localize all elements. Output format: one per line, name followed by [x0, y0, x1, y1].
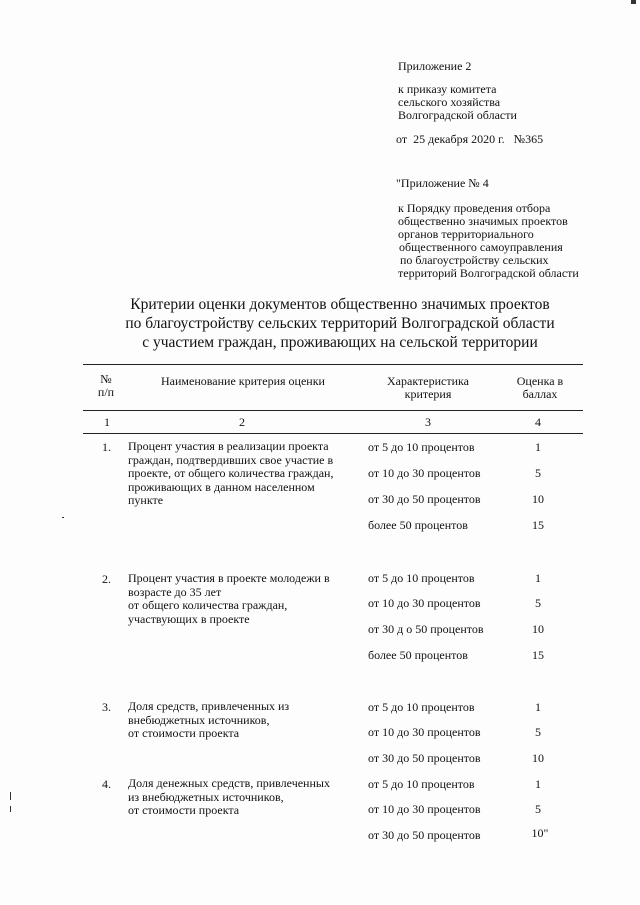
header-score-line: баллах	[522, 387, 558, 401]
range-cell: от 5 до 10 процентов	[368, 440, 475, 454]
col-number: 1	[104, 415, 110, 429]
score-cell: 10"	[531, 826, 549, 840]
header-characteristic	[368, 375, 488, 401]
inner-appendix-line: общественно значимых проектов	[398, 214, 568, 228]
criterion-line: граждан, подтвердивших свое участие в	[128, 452, 334, 467]
range-cell: более 50 процентов	[368, 648, 468, 662]
header-name: Наименование критерия оценки	[161, 374, 325, 388]
criterion-line: Доля средств, привлеченных из	[128, 699, 290, 713]
header-score	[505, 375, 575, 401]
scan-speck	[62, 517, 64, 518]
range-cell: от 30 до 50 процентов	[368, 751, 481, 765]
score-cell: 1	[535, 700, 541, 714]
row-criterion	[128, 572, 330, 626]
row-number: 2.	[102, 572, 111, 586]
appendix-date: от 25 декабря 2020 г. №365	[396, 132, 544, 146]
row-criterion	[128, 440, 333, 508]
title-line: Критерии оценки документов общественно значимых проектов	[130, 296, 550, 313]
range-cell: от 5 до 10 процентов	[368, 571, 475, 585]
score-cell: 15	[532, 518, 544, 532]
range-cell: от 10 до 30 процентов	[368, 596, 481, 610]
criterion-line: от стоимости проекта	[128, 803, 240, 817]
scan-speck	[10, 806, 11, 812]
row-criterion	[128, 777, 330, 818]
range-cell: от 10 до 30 процентов	[368, 802, 481, 816]
header-num-line: №	[100, 372, 112, 386]
header-char-line: Характеристика	[387, 374, 469, 388]
table-top-rule	[83, 364, 583, 365]
score-cell: 15	[532, 648, 544, 662]
score-cell: 10	[532, 622, 544, 636]
score-cell: 5	[535, 466, 541, 480]
title-line: с участием граждан, проживающих на сельской территории	[142, 334, 538, 351]
range-cell: от 10 до 30 процентов	[368, 466, 481, 480]
criterion-line: участвующих в проекте	[128, 611, 250, 626]
criterion-line: из внебюджетных источников,	[128, 789, 284, 804]
criterion-line: от общего количества граждан,	[128, 598, 288, 612]
row-number: 3.	[102, 700, 111, 714]
inner-appendix-line: к Порядку проведения отбора	[398, 201, 551, 215]
row-number: 1.	[102, 440, 111, 454]
inner-appendix-title: "Приложение № 4	[396, 176, 489, 190]
score-cell: 1	[535, 571, 541, 585]
title-line: по благоустройству сельских территорий Волгоградской области	[125, 315, 555, 332]
table-colnum-rule	[83, 433, 583, 434]
row-number: 4.	[102, 777, 111, 791]
table-header-rule	[83, 410, 583, 411]
row-criterion	[128, 700, 289, 741]
header-score-line: Оценка в	[516, 374, 564, 388]
appendix-order-line: Волгоградской области	[398, 108, 517, 122]
range-cell: более 50 процентов	[368, 518, 468, 532]
score-cell: 10	[532, 492, 544, 506]
criterion-line: возрасте до 35 лет	[128, 584, 222, 599]
score-cell: 5	[535, 802, 541, 816]
criterion-line: проекте, от общего количества граждан,	[128, 466, 334, 480]
header-num-line: п/п	[97, 385, 115, 399]
criterion-line: Процент участия в реализации проекта	[128, 439, 329, 453]
range-cell: от 5 до 10 процентов	[368, 700, 475, 714]
range-cell: от 10 до 30 процентов	[368, 725, 481, 739]
criterion-line: Процент участия в проекте молодежи в	[128, 571, 330, 585]
score-cell: 5	[535, 725, 541, 739]
criterion-line: Доля денежных средств, привлеченных	[128, 776, 330, 790]
col-number: 4	[535, 415, 541, 429]
appendix-order-line: сельского хозяйства	[398, 95, 501, 109]
score-cell: 1	[535, 440, 541, 454]
criterion-line: внебюджетных источников,	[128, 712, 270, 727]
appendix-title: Приложение 2	[398, 59, 472, 73]
col-number: 3	[425, 415, 431, 429]
col-number: 2	[239, 415, 245, 429]
range-cell: от 30 д о 50 процентов	[368, 622, 484, 636]
criterion-line: проживающих в данном населенном	[128, 479, 315, 494]
criterion-line: пункте	[128, 493, 164, 507]
inner-appendix-line: территорий Волгоградской области	[398, 266, 579, 280]
header-char-line: критерия	[404, 387, 452, 401]
score-cell: 1	[535, 777, 541, 791]
appendix-order-line: к приказу комитета	[398, 82, 497, 96]
range-cell: от 30 до 50 процентов	[368, 492, 481, 506]
inner-appendix-line: по благоустройству сельских	[400, 253, 549, 267]
range-cell: от 5 до 10 процентов	[368, 777, 475, 791]
inner-appendix-line: органов территориального	[398, 227, 534, 241]
header-num	[94, 373, 118, 399]
score-cell: 5	[535, 596, 541, 610]
range-cell: от 30 до 50 процентов	[368, 828, 481, 842]
scan-speck	[10, 792, 11, 800]
scan-speck	[631, 0, 636, 4]
inner-appendix-line: общественного самоуправления	[399, 240, 563, 254]
criterion-line: от стоимости проекта	[128, 726, 240, 740]
score-cell: 10	[532, 751, 544, 765]
